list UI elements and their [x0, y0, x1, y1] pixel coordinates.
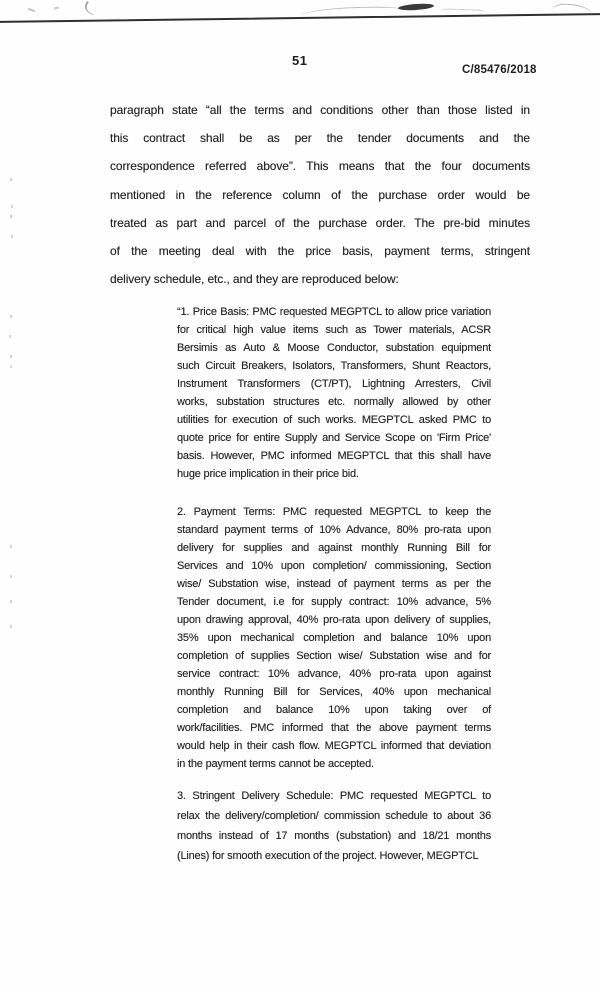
- text-line: Services and 10% upon completion/ commissioning, Section: [177, 560, 491, 572]
- text-line: work/facilities. PMC informed that the above payment terms: [177, 722, 491, 734]
- text-line: delivery schedule, etc., and they are reproduced below:: [110, 272, 399, 287]
- quoted-prebid-minutes: [177, 303, 491, 866]
- text-line: “1. Price Basis: PMC requested MEGPTCL to allow price variation: [177, 306, 491, 318]
- text-line: service contract: 10% advance, 40% pro-rata upon against: [177, 668, 491, 680]
- text-line: utilities for execution of such works. MEGPTCL asked PMC to: [177, 414, 491, 426]
- text-line: standard payment terms of 10% Advance, 80% pro-rata upon: [177, 524, 491, 536]
- quote-paragraph-price-basis: [177, 303, 491, 483]
- text-line: such Circuit Breakers, Isolators, Transformers, Shunt Reactors,: [177, 360, 491, 372]
- text-line: treated as part and parcel of the purchase order. The pre-bid minutes: [110, 215, 530, 230]
- text-line: (Lines) for smooth execution of the project. However, MEGPTCL: [177, 850, 479, 862]
- text-line: completion and balance 10% upon taking over of: [177, 704, 491, 716]
- text-line: would help in their cash flow. MEGPTCL informed that deviation: [177, 740, 491, 752]
- text-line: works, substation structures etc. normally allowed by other: [177, 396, 491, 408]
- text-line: 35% upon mechanical completion and balance 10% upon: [177, 632, 491, 644]
- text-line: Tender document, i.e for supply contract: 10% advance, 5%: [177, 596, 491, 608]
- scan-noise: [398, 3, 434, 11]
- quote-paragraph-payment-terms: [177, 503, 491, 773]
- text-line: upon drawing approval, 40% pro-rata upon delivery of supplies,: [177, 614, 491, 626]
- text-line: huge price implication in their price bid.: [177, 468, 359, 480]
- text-line: 2. Payment Terms: PMC requested MEGPTCL to keep the: [177, 506, 491, 518]
- text-line: mentioned in the reference column of the purchase order would be: [110, 187, 530, 202]
- scan-noise: [82, 1, 97, 15]
- text-line: paragraph state “all the terms and conditions other than those listed in: [110, 103, 530, 117]
- text-line: monthly Running Bill for Services, 40% upon mechanical: [177, 686, 491, 698]
- quote-paragraph-delivery-schedule: [177, 786, 491, 866]
- text-line: Instrument Transformers (CT/PT), Lightning Arresters, Civil: [177, 378, 491, 390]
- reference-number: C/85476/2018: [462, 64, 537, 76]
- text-line: completion of supplies Section wise/ Substation wise and for: [177, 650, 491, 662]
- scan-noise: [54, 6, 59, 9]
- text-line: quote price for entire Supply and Service Scope on 'Firm Price': [177, 432, 491, 444]
- text-line: of the meeting deal with the price basis, payment terms, stringent: [110, 244, 530, 259]
- scan-noise: [552, 3, 593, 15]
- intro-paragraph: [110, 96, 530, 293]
- text-line: for critical high value items such as Tower materials, ACSR: [177, 324, 491, 336]
- scan-noise-specks: [0, 0, 2, 3]
- text-line: basis. However, PMC informed MEGPTCL that this shall have: [177, 450, 491, 462]
- text-line: Bersimis as Auto & Moose Conductor, substation equipment: [177, 342, 491, 354]
- text-line: this contract shall be as per the tender documents and the: [110, 131, 530, 146]
- text-line: 3. Stringent Delivery Schedule: PMC requested MEGPTCL to: [177, 790, 491, 802]
- page-number: 51: [292, 53, 308, 68]
- text-line: relax the delivery/completion/ commission schedule to about 36: [177, 810, 491, 822]
- text-line: delivery for supplies and against monthly Running Bill for: [177, 542, 491, 554]
- text-line: in the payment terms cannot be accepted.: [177, 758, 374, 770]
- text-line: months instead of 17 months (substation) and 18/21 months: [177, 830, 491, 842]
- text-line: wise/ Substation wise, instead of payment terms as per the: [177, 578, 491, 590]
- text-line: correspondence referred above”. This means that the four documents: [110, 159, 530, 174]
- scan-noise: [28, 8, 35, 12]
